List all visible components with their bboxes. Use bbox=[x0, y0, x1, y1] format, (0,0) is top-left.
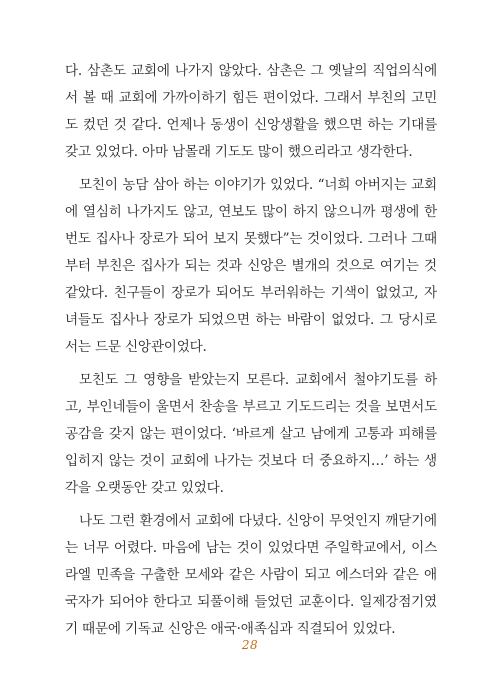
page-number: 28 bbox=[241, 638, 259, 652]
paragraph-1: 다. 삼촌도 교회에 나가지 않았다. 삼촌은 그 옛날의 직업의식에서 볼 때 교회에 가까이하기 힘든 편이었다. 그래서 부친의 고민도 컸던 것 같다. 언제나 동생이 신앙생활을 했으면 하는 기대를 갖고 있었다. 아마 남몰래 기도도 많이 했으리라고 생각한다. bbox=[65, 63, 437, 160]
paragraph-4: 나도 그런 환경에서 교회에 다녔다. 신앙이 무엇인지 깨닫기에는 너무 어렸다. 마음에 남는 것이 있었다면 주일학교에서, 이스라엘 민족을 구출한 모세와 같은 사람이 되고 에스더와 같은 애국자가 되어야 한다고 되풀이해 들었던 교훈이다. 일제강점기였기 때문에 기독교 신앙은 애국·애족심과 직결되어 있었다. bbox=[65, 513, 437, 637]
body-text bbox=[65, 58, 437, 649]
paragraph-3: 모친도 그 영향을 받았는지 모른다. 교회에서 철야기도를 하고, 부인네들이 울면서 찬송을 부르고 기도드리는 것을 보면서도 공감을 갖지 않는 편이었다. ‘바르게 살고 남에게 고통과 피해를 입히지 않는 것이 교회에 나가는 것보다 더 중요하지…’ 하는 생각을 오랫동안 갖고 있었다. bbox=[65, 372, 437, 496]
paragraph-2: 모친이 농담 삼아 하는 이야기가 있었다. “너희 아버지는 교회에 열심히 나가지도 않고, 연보도 많이 하지 않으니까 평생에 한 번도 집사나 장로가 되어 보지 못했다”는 것이었다. 그러나 그때부터 부친은 집사가 되는 것과 신앙은 별개의 것으로 여기는 것 같았다. 친구들이 장로가 되어도 부러워하는 기색이 없었고, 자녀들도 집사나 장로가 되었으면 하는 바람이 없었다. 그 당시로서는 드문 신앙관이었다. bbox=[65, 177, 437, 355]
